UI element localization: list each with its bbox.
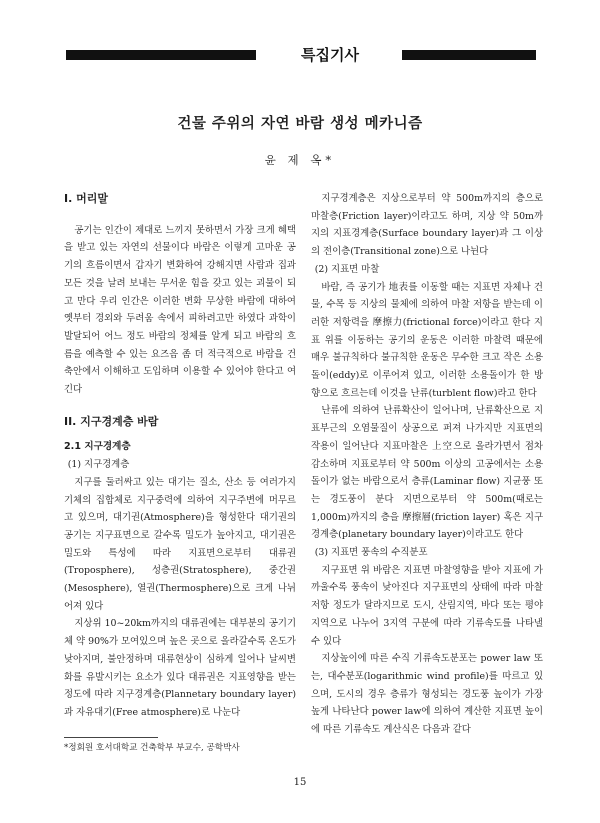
header-bar-right <box>402 50 536 60</box>
page-number: 15 <box>293 777 307 788</box>
paragraph-turbulence: 난류에 의하여 난류확산이 일어나며, 난류확산으로 지표부근의 오염물질이 상공으로 퍼져 나가지만 지표면의 작용이 일어난다 지표마찰은 上空으로 올라가면서 점차 감소하며 지표로부터 약 500m 이상의 고공에서는 소용돌이가 없는 바람으로서 층류(Laminar flow) 지균풍 또는 경도풍이 분다 지면으로부터 약 500m(때로는 1,000m)까지의 층을 摩擦層(friction layer) 혹은 지구경계층(planetary boundary layer)이라고도 한다 <box>311 405 543 541</box>
section-heading-intro: I. 머리말 <box>64 192 108 205</box>
paragraph-boundary-layer: 지구경계층은 지상으로부터 약 500m까지의 층으로 마찰층(Friction layer)이라고도 하며, 지상 약 50m까지의 지표경계층(Surface boundary layer)과 그 이상의 전이층(Transitional zone)으로 나뉜다 <box>311 193 543 258</box>
subheading-surface-friction: (2) 지표면 마찰 <box>314 263 380 275</box>
paragraph-friction: 바람, 즉 공기가 地表를 이동할 때는 지표면 자체나 건물, 수목 등 지상의 물체에 의하여 마찰 저항을 받는데 이러한 저항력을 摩擦力(frictional force)이라고 한다 지표 위를 이동하는 공기의 운동은 이러한 마찰력 때문에 매우 불규칙하다 불규칙한 운동은 무수한 크고 작은 소용돌이(eddy)로 이루어져 있고, 이러한 소용돌이가 한 방향으로 흐르는데 이것을 난류(turblent flow)라고 한다 <box>311 281 543 399</box>
footnote-rule <box>64 737 158 738</box>
left-column <box>64 190 296 722</box>
article-title: 건물 주위의 자연 바람 생성 메카니즘 <box>177 116 423 132</box>
header-bar-left <box>66 50 256 60</box>
intro-paragraph: 공기는 인간이 제대로 느끼지 못하면서 가장 크게 혜택을 받고 있는 자연의 선물이다 바람은 이렇게 고마운 공기의 흐름이면서 갑자기 변화하여 강해지면 사람과 집과 모든 것을 날려 보내는 무서운 힘을 갖고 있는 괴물이 되고 만다 우리 인간은 이러한 변화 무상한 바람에 대하여 옛부터 경외와 두려움 속에서 피하려고만 하였다 과학이 발달되어 어느 정도 바람의 정체를 알게 되고 바람의 흐름을 예측할 수 있는 요즈음 좀 더 적극적으로 바람을 건축안에서 이해하고 도입하며 이용할 수 있어야 한다고 여긴다 <box>64 224 296 396</box>
paragraph-power-law: 지상높이에 따른 수직 기류속도분포는 power law 또는, 대수분포(logarithmic wind profile)를 따르고 있으며, 도시의 경우 층류가 형성되는 경도풍 높이가 가장 높게 나타난다 power law에 의하여 계산한 지표면 높이에 따른 기류속도 계산식은 다음과 같다 <box>311 653 543 736</box>
right-column <box>311 190 543 739</box>
section-label: 특집기사 <box>301 46 359 64</box>
section-header <box>66 48 536 62</box>
footnote: *정회원 호서대학교 건축학부 부교수, 공학박사 <box>64 743 240 753</box>
paragraph-atmosphere: 지구를 둘러싸고 있는 대기는 질소, 산소 등 여러가지 기체의 집합체로 지구중력에 의하여 지구주변에 머무르고 있으며, 대기권(Atmosphere)을 형성한다 대기권의 공기는 지구표면으로 갈수록 밀도가 높아지고, 대기권은 밀도와 특성에 따라 지표면으로부터 대류권(Troposphere), 성층권(Stratosphere), 중간권(Mesosphere), 열권(Thermosphere)으로 크게 나뉘어져 있다 <box>64 476 296 612</box>
article-author: 윤 제 옥* <box>264 153 336 167</box>
subheading-vertical-distribution: (3) 지표면 풍속의 수직분포 <box>314 547 428 559</box>
subheading-boundary-layer: (1) 지구경계층 <box>67 459 130 471</box>
paragraph-wind-speed: 지구표면 위 바람은 지표면 마찰영향을 받아 지표에 가까울수록 풍속이 낮아진다 지구표면의 상태에 따라 마찰저항 정도가 달라지므로 도시, 산림지역, 바다 또는 평야지역으로 나누어 3지역 구분에 따라 기류속도를 나타낼 수 있다 <box>311 564 543 647</box>
subsection-heading-2-1: 2.1 지구경계층 <box>64 441 131 453</box>
section-heading-boundary-wind: II. 지구경계층 바람 <box>64 414 159 428</box>
paragraph-troposphere: 지상위 10~20km까지의 대류권에는 대부분의 공기기체 약 90%가 모여있으며 높은 곳으로 올라갈수록 온도가 낮아지며, 불안정하며 대류현상이 심하게 일어나 날씨변화를 유발시키는 요소가 있다 대류권은 지표영향을 받는 정도에 따라 지구경계층(Plannetary boundary layer)과 자유대기(Free atmosphere)로 나눈다 <box>64 618 296 718</box>
